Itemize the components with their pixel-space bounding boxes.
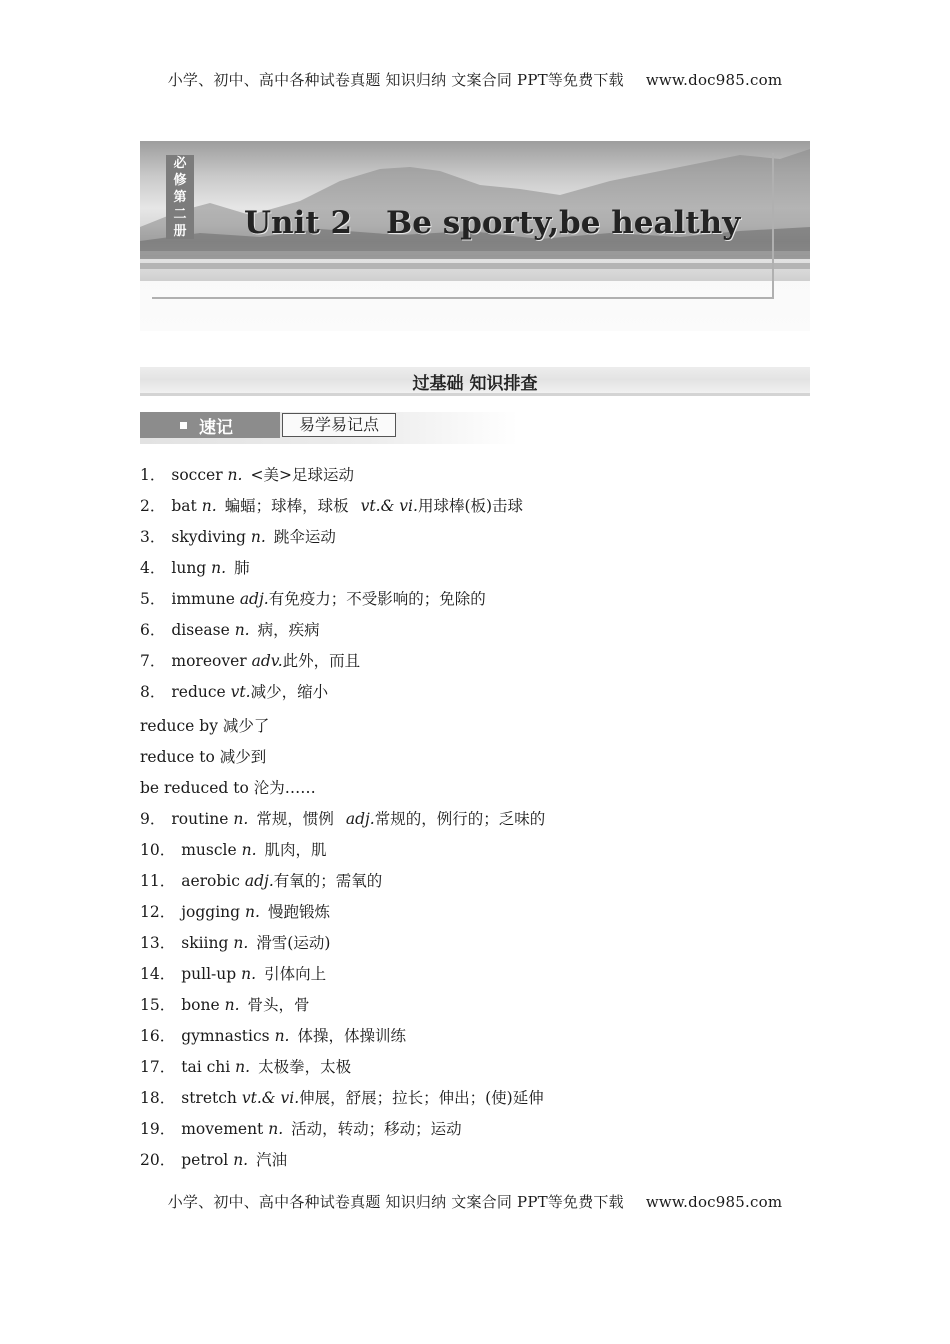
volume-char: 第 bbox=[173, 189, 187, 205]
section-title: 过基础 知识排查 bbox=[412, 374, 538, 394]
unit-title bbox=[244, 205, 740, 241]
section-header-bar bbox=[140, 367, 810, 396]
tag-label bbox=[140, 412, 280, 438]
vocab-item: 18． stretch vt.& vi.伸展，舒展；拉长；伸出；(使)延伸 bbox=[140, 1089, 544, 1107]
vocab-item: 1． soccer n. <美>足球运动 bbox=[140, 466, 354, 484]
unit-banner bbox=[140, 141, 810, 331]
vocab-item: 20． petrol n. 汽油 bbox=[140, 1151, 288, 1169]
volume-char: 必 bbox=[173, 155, 187, 171]
vocab-item: 14． pull-up n. 引体向上 bbox=[140, 965, 327, 983]
vocab-item: 9． routine n. 常规，惯例 adj.常规的，例行的；乏味的 bbox=[140, 810, 546, 828]
vocab-list bbox=[140, 462, 820, 1178]
vocab-item: 12． jogging n. 慢跑锻炼 bbox=[140, 903, 330, 921]
volume-tab bbox=[166, 155, 194, 239]
footer-url[interactable]: www.doc985.com bbox=[645, 1193, 783, 1211]
volume-char: 二 bbox=[173, 206, 187, 222]
vocab-item: 2． bat n. 蝙蝠；球棒，球板 vt.& vi.用球棒(板)击球 bbox=[140, 497, 524, 515]
vocab-item: 16． gymnastics n. 体操，体操训练 bbox=[140, 1027, 406, 1045]
vocab-item: 8． reduce vt.减少，缩小 bbox=[140, 683, 329, 701]
vocab-item: 15． bone n. 骨头，骨 bbox=[140, 996, 310, 1014]
unit-name: Be sporty,be healthy bbox=[386, 205, 741, 241]
unit-number: Unit 2 bbox=[244, 205, 353, 241]
vocab-item: 10． muscle n. 肌肉，肌 bbox=[140, 841, 327, 859]
square-bullet-icon bbox=[180, 422, 187, 429]
volume-char: 修 bbox=[173, 172, 187, 188]
vocab-item: 19． movement n. 活动，转动；移动；运动 bbox=[140, 1120, 462, 1138]
header-url[interactable]: www.doc985.com bbox=[645, 71, 783, 89]
phrase-item: reduce by 减少了 bbox=[140, 717, 270, 735]
vocab-item: 7． moreover adv.此外，而且 bbox=[140, 652, 361, 670]
vocab-item: 6． disease n. 病，疾病 bbox=[140, 621, 320, 639]
vocab-item: 5． immune adj.有免疫力；不受影响的；免除的 bbox=[140, 590, 486, 608]
vocab-item: 4． lung n. 肺 bbox=[140, 559, 250, 577]
vocab-item: 17． tai chi n. 太极拳，太极 bbox=[140, 1058, 352, 1076]
volume-char: 册 bbox=[173, 223, 187, 239]
vocab-item: 11． aerobic adj.有氧的；需氧的 bbox=[140, 872, 383, 890]
vocab-item: 3． skydiving n. 跳伞运动 bbox=[140, 528, 336, 546]
page-footer bbox=[0, 1191, 950, 1212]
phrase-item: reduce to 减少到 bbox=[140, 748, 267, 766]
phrase-item: be reduced to 沦为…… bbox=[140, 779, 316, 797]
page-header bbox=[0, 69, 950, 90]
tag-sub-label: 易学易记点 bbox=[282, 413, 396, 437]
header-text: 小学、初中、高中各种试卷真题 知识归纳 文案合同 PPT等免费下载 bbox=[167, 71, 624, 89]
tag-label-text: 速记 bbox=[199, 417, 233, 438]
vocab-item: 13． skiing n. 滑雪(运动) bbox=[140, 934, 331, 952]
tag-bar bbox=[140, 412, 518, 444]
footer-text: 小学、初中、高中各种试卷真题 知识归纳 文案合同 PPT等免费下载 bbox=[167, 1193, 624, 1211]
